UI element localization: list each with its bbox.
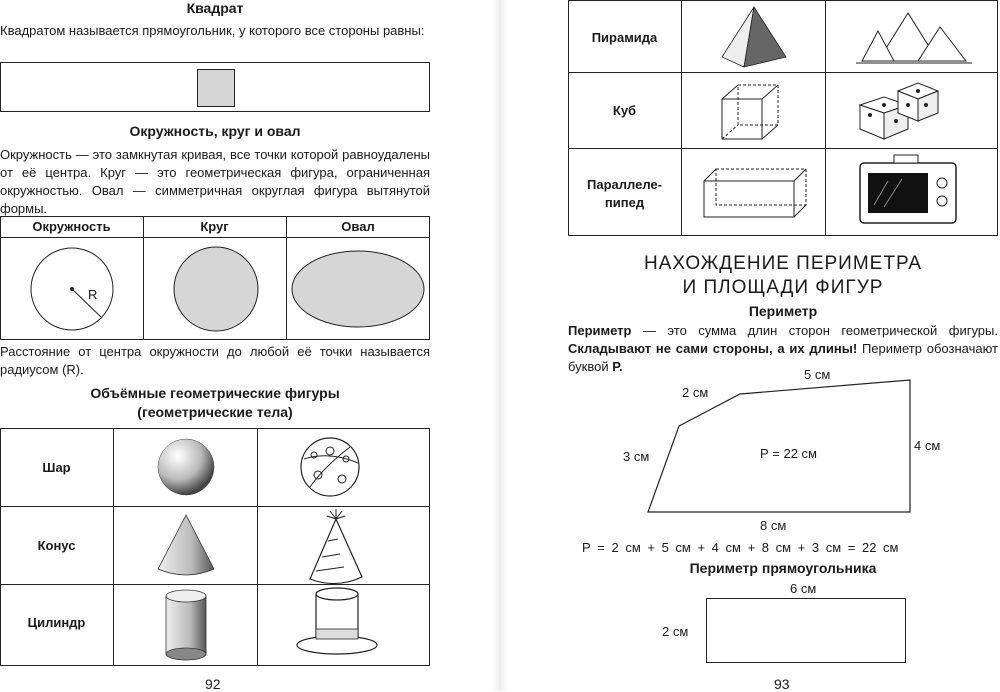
row-pyramid: Пирамида bbox=[591, 30, 658, 45]
perimeter-formula: Р = 2 см + 5 см + 4 см + 8 см + 3 см = 22 см bbox=[582, 540, 899, 555]
header-circle: Окружность bbox=[32, 219, 111, 234]
square-definition: Квадратом называется прямоугольник, у которого все стороны равны: bbox=[0, 23, 425, 38]
right-page bbox=[568, 0, 998, 691]
perimeter-term: Периметр bbox=[568, 323, 632, 338]
oval-shape bbox=[292, 251, 424, 327]
header-disc: Круг bbox=[200, 219, 229, 234]
trap-left-label: 3 см bbox=[623, 449, 650, 464]
perimeter-def-text: — это сумма длин сторон геометрической фигуры. bbox=[631, 323, 998, 338]
trap-slant-label: 2 см bbox=[682, 385, 709, 400]
row-cylinder: Цилиндр bbox=[27, 615, 86, 630]
rect-left-label: 2 см bbox=[662, 624, 689, 639]
trap-center-label: Р = 22 см bbox=[760, 446, 817, 461]
square-shape bbox=[197, 69, 235, 107]
trap-top-label: 5 см bbox=[804, 367, 831, 382]
section-title-line1: НАХОЖДЕНИЕ ПЕРИМЕТРА bbox=[643, 253, 923, 274]
party-hat-drawing bbox=[310, 509, 362, 584]
perimeter-title: Периметр bbox=[748, 303, 818, 319]
radius-label: R bbox=[88, 287, 98, 302]
dice-drawing bbox=[860, 83, 938, 139]
ball-drawing bbox=[301, 438, 359, 496]
section-title-line2: И ПЛОЩАДИ ФИГУР bbox=[682, 277, 884, 298]
top-hat-drawing bbox=[297, 588, 377, 654]
solids-drawings-right bbox=[682, 1, 998, 236]
row-parallelepiped: Параллеле- пипед bbox=[587, 177, 662, 210]
square-figure-box bbox=[0, 62, 430, 112]
trap-bottom-label: 8 см bbox=[760, 518, 787, 533]
row-sphere: Шар bbox=[42, 460, 71, 475]
page-number-left: 92 bbox=[205, 676, 221, 692]
rect-top-label: 6 см bbox=[790, 581, 817, 596]
shapes-drawings bbox=[0, 238, 430, 340]
perimeter-emphasis: Складывают не сами стороны, а их длины! bbox=[568, 341, 858, 356]
book-gutter bbox=[492, 0, 508, 691]
radius-definition: Расстояние от центра окружности до любой её точки называется радиусом (R). bbox=[0, 344, 430, 377]
row-cone: Конус bbox=[37, 538, 76, 553]
perimeter-definition bbox=[568, 322, 998, 376]
cylinder-drawing bbox=[166, 590, 206, 660]
sphere-drawing bbox=[158, 439, 214, 495]
egypt-pyramids-drawing bbox=[856, 13, 972, 63]
solids-title-line1: Объёмные геометрические фигуры bbox=[90, 385, 340, 401]
page-number-right: 93 bbox=[774, 676, 790, 692]
solids-title-line2: (геометрические тела) bbox=[137, 404, 293, 420]
disc-shape bbox=[174, 247, 258, 331]
pyramid-drawing bbox=[722, 7, 786, 67]
circle-section-title: Окружность, круг и овал bbox=[129, 123, 301, 139]
microwave-drawing bbox=[860, 155, 956, 223]
header-oval: Овал bbox=[341, 219, 375, 234]
perimeter-tail: Периметр обозначают буквой bbox=[568, 341, 998, 374]
rect-perimeter-title: Периметр прямоугольника bbox=[689, 560, 877, 576]
cone-drawing bbox=[158, 515, 214, 575]
trap-right-label: 4 см bbox=[914, 438, 941, 453]
circle-definition: Окружность — это замкнутая кривая, все точки которой равноудалены от её центра. Круг — это геометрическая фигура, ограниченная окружностью. Овал — симметричная округлая фигура вытянутой формы. bbox=[0, 147, 430, 216]
square-title: Квадрат bbox=[186, 0, 244, 16]
left-page bbox=[0, 0, 430, 691]
cube-drawing bbox=[722, 85, 778, 139]
perimeter-letter: Р. bbox=[612, 359, 623, 374]
row-cube: Куб bbox=[612, 103, 637, 118]
parallelepiped-drawing bbox=[704, 169, 806, 217]
solids-drawings-left bbox=[114, 429, 430, 666]
rectangle-figure bbox=[706, 598, 906, 663]
